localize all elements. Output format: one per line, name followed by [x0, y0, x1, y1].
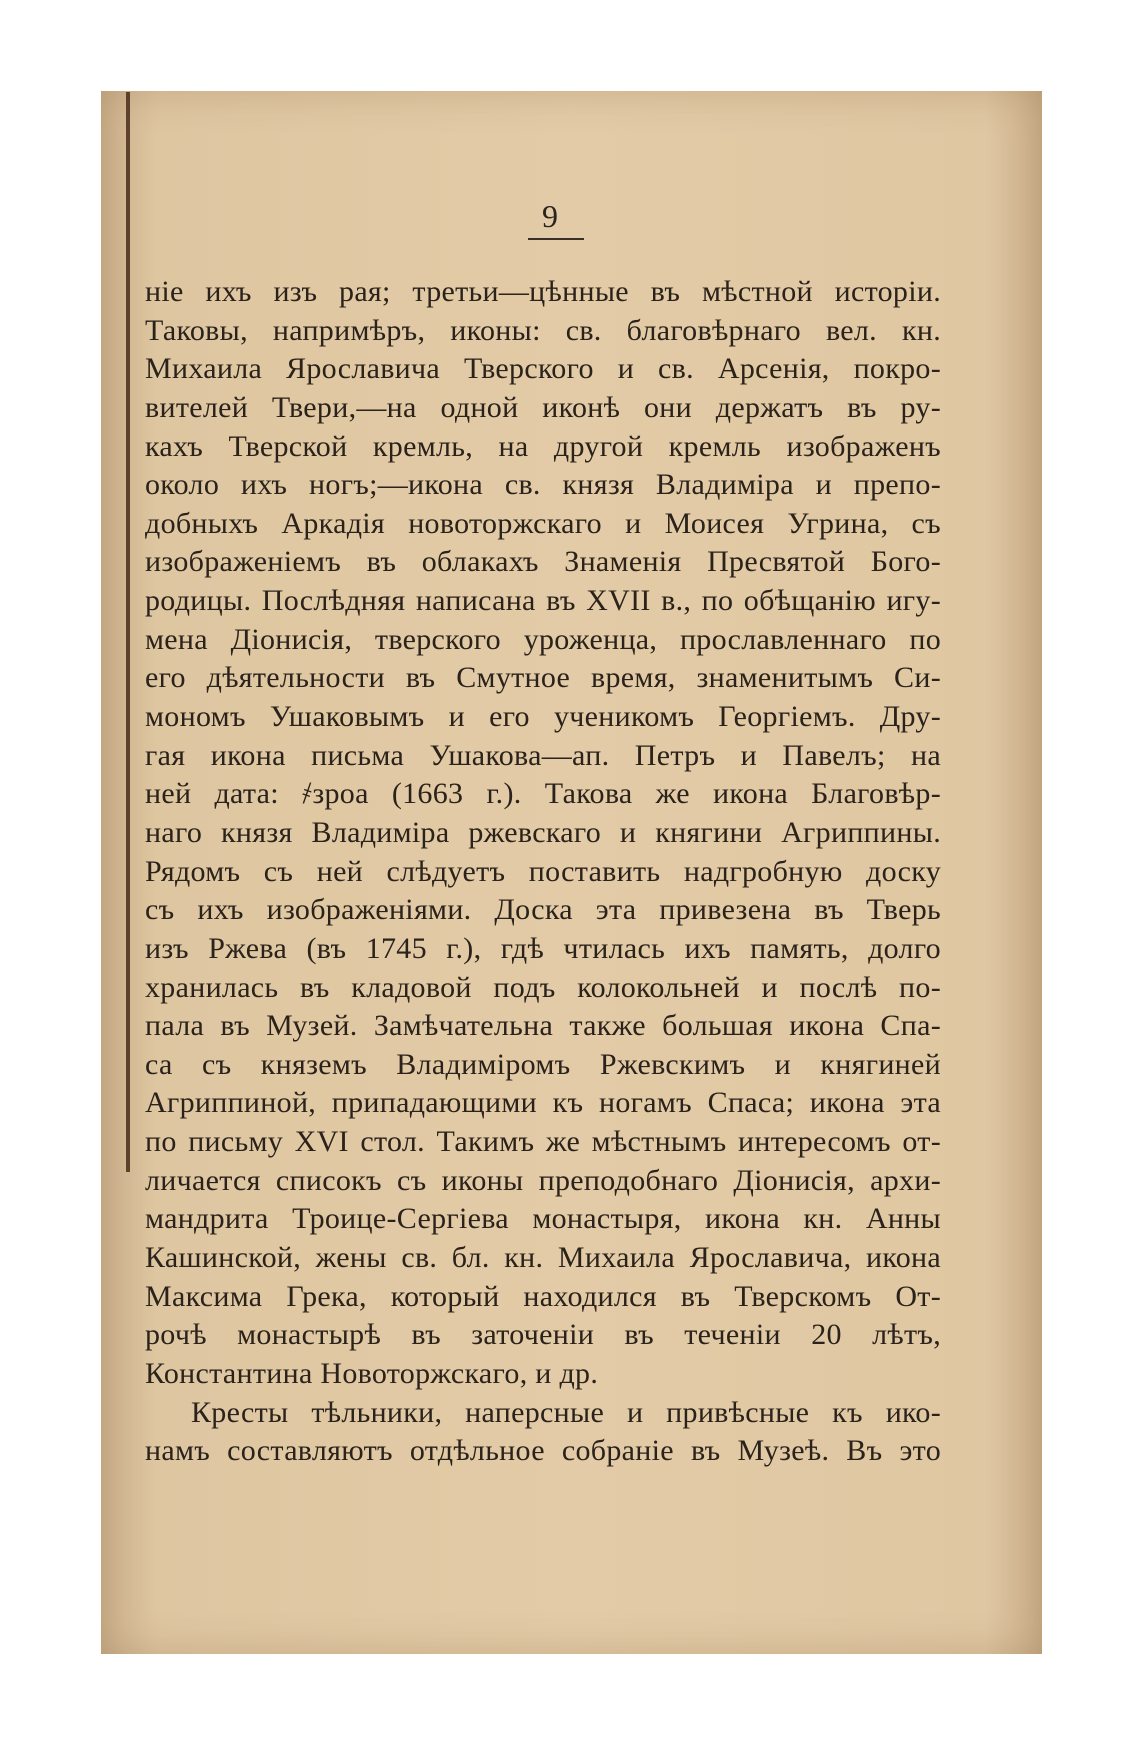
text-line: Таковы, напримѣръ, иконы: св. благовѣрнаго вел. кн. — [145, 313, 941, 347]
text-line: изображеніемъ въ облакахъ Знаменія Пресвятой Бого- — [145, 545, 941, 579]
text-line: Рядомъ съ ней слѣдуетъ поставить надгробную доску — [145, 854, 941, 888]
text-line: гая икона письма Ушакова—ап. Петръ и Павелъ; на — [145, 738, 941, 772]
text-line: рочѣ монастырѣ въ заточеніи въ теченіи 20 лѣтъ, — [145, 1318, 941, 1352]
text-line: мена Діонисія, тверского уроженца, прославленнаго по — [145, 622, 941, 656]
text-line: ней дата: ҂зроа (1663 г.). Такова же икона Благовѣр- — [145, 777, 941, 811]
text-line: около ихъ ногъ;—икона св. князя Владиміра и препо- — [145, 468, 941, 502]
text-line: пала въ Музей. Замѣчательна также большая икона Спа- — [145, 1009, 941, 1043]
text-line: са съ княземъ Владиміромъ Ржевскимъ и княгиней — [145, 1047, 941, 1081]
text-line: родицы. Послѣдняя написана въ XVII в., по обѣщанію игу- — [145, 584, 941, 618]
body-text — [145, 273, 941, 1471]
text-line: личается списокъ съ иконы преподобнаго Діонисія, архи- — [145, 1163, 941, 1197]
text-line: наго князя Владиміра ржевскаго и княгини Агриппины. — [145, 815, 941, 849]
text-line: Максима Грека, который находился въ Тверскомъ От- — [145, 1279, 941, 1313]
text-line: изъ Ржева (въ 1745 г.), гдѣ чтилась ихъ память, долго — [145, 931, 941, 965]
text-line: кахъ Тверской кремль, на другой кремль изображенъ — [145, 429, 941, 463]
page-number: 9 — [542, 198, 558, 234]
text-line: Михаила Ярославича Тверского и св. Арсенія, покро- — [145, 352, 941, 386]
text-line: вителей Твери,—на одной иконѣ они держатъ въ ру- — [145, 390, 941, 424]
text-line: мономъ Ушаковымъ и его ученикомъ Георгіемъ. Дру- — [145, 700, 941, 734]
text-line: хранилась въ кладовой подъ колокольней и послѣ по- — [145, 970, 941, 1004]
text-line: по письму XVI стол. Такимъ же мѣстнымъ интересомъ от- — [145, 1125, 941, 1159]
text-line: намъ составляютъ отдѣльное собраніе въ Музеѣ. Въ это — [145, 1434, 941, 1468]
text-line: мандрита Троице-Сергіева монастыря, икона кн. Анны — [145, 1202, 941, 1236]
text-line: съ ихъ изображеніями. Доска эта привезена въ Тверь — [145, 893, 941, 927]
text-line: его дѣятельности въ Смутное время, знаменитымъ Си- — [145, 661, 941, 695]
text-line: Кашинской, жены св. бл. кн. Михаила Ярославича, икона — [145, 1241, 941, 1275]
paragraph-first-line: Кресты тѣльники, наперсные и привѣсные къ ико- — [191, 1395, 941, 1429]
binding-edge-line — [126, 92, 130, 1172]
text-line: Константина Новоторжскаго, и др. — [145, 1356, 599, 1390]
text-line: ніе ихъ изъ рая; третьи—цѣнные въ мѣстной исторіи. — [145, 275, 941, 308]
page-number-rule — [528, 238, 584, 240]
text-line: добныхъ Аркадія новоторжскаго и Моисея Угрина, съ — [145, 506, 941, 540]
text-line: Агриппиной, припадающими къ ногамъ Спаса; икона эта — [145, 1086, 941, 1120]
